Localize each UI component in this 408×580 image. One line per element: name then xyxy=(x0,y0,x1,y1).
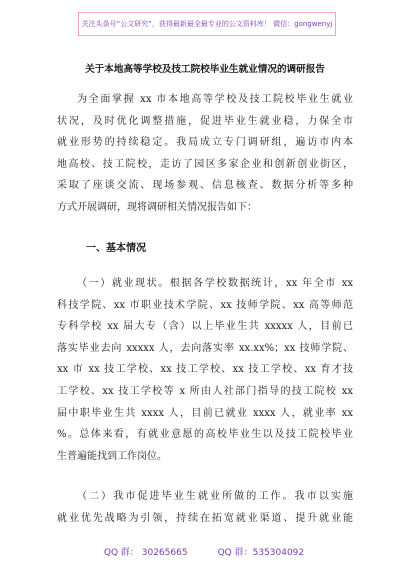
text-line: 生普遍能找到工作岗位。 xyxy=(57,450,167,462)
text-line: 就业优先战略为引领，持续在拓宽就业渠道、提升就业能 xyxy=(57,512,353,524)
text-line: 工学校、xx 技工学校等 x 所由人社部门指导的技工院校 xx xyxy=(57,385,353,397)
text-line: （一）就业现状。根据各学校数据统计，xx 年全市 xx xyxy=(77,278,353,289)
text-line: 就业形势的持续稳定。我局成立专门调研组，遍访市内本 xyxy=(57,137,353,149)
text-line: 采取了座谈交流、现场参观、信息核查、数据分析等多种 xyxy=(57,180,353,192)
text-line: 为全面掌握 xx 市本地高等学校及技工院校毕业生就业 xyxy=(77,94,353,105)
paragraph-employment-status xyxy=(57,273,353,467)
paragraph-measures xyxy=(57,486,353,529)
text-line: 状况，及时优化调整措施，促进毕业生就业稳，力保全市 xyxy=(57,115,353,127)
footer xyxy=(0,545,408,558)
text-line: 专科学校 xx 届大专（含）以上毕业生共 xxxxx 人，目前已 xyxy=(57,321,353,333)
qq-group-2: QQ 群：535304092 xyxy=(217,548,305,558)
text-line: xx 市 xx 技工学校、xx 技工学校、xx 技工学校、xx 育才技 xyxy=(57,364,353,376)
section-heading: 一、基本情况 xyxy=(86,243,146,254)
intro-paragraph xyxy=(57,89,353,219)
text-line: 方式开展调研，现将调研相关情况报告如下： xyxy=(57,201,257,213)
qq-group-1: QQ 群： 30265665 xyxy=(103,548,188,558)
text-line: 届中职毕业生共 xxxx 人，目前已就业 xxxx 人，就业率 xx xyxy=(57,407,353,419)
document-title: 关于本地高等学校及技工院校毕业生就业情况的调研报告 xyxy=(85,64,325,75)
text-line: %。总体来看，有就业意愿的高校毕业生以及技工院校毕业 xyxy=(57,429,353,441)
text-line: 地高校、技工院校，走访了园区多家企业和创新创业街区， xyxy=(57,158,353,170)
promo-banner: 关注头条号“公文研究”，获得最新最全最专业的公文资料库！ 微信：gongwenyj xyxy=(78,12,336,36)
text-line: 科技学院、xx 市职业技术学院、xx 技师学院、xx 高等师范 xyxy=(57,299,353,311)
text-line: 落实毕业去向 xxxxx 人，去向落实率 xx.xx%；xx 技师学院、 xyxy=(57,342,353,354)
text-line: （二）我市促进毕业生就业所做的工作。我市以实施 xyxy=(77,491,353,502)
